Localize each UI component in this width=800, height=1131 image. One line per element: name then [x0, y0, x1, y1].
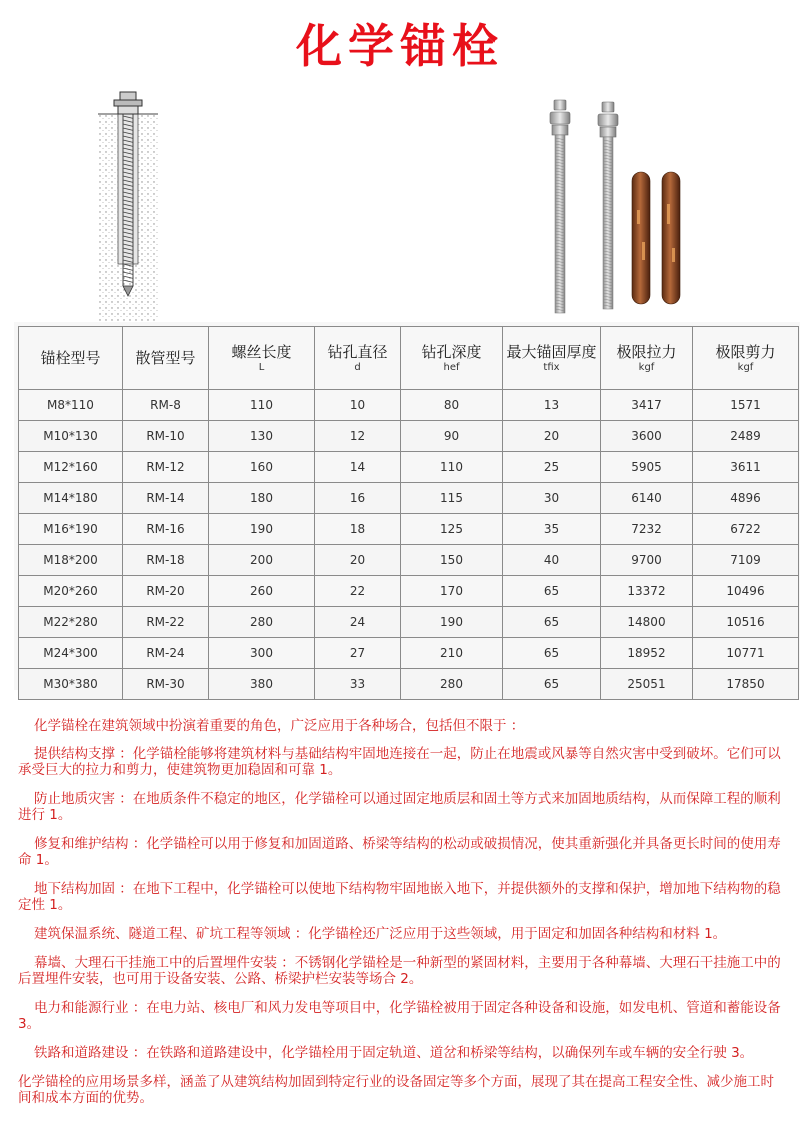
- table-row: [19, 545, 799, 576]
- table-cell: RM-14: [123, 483, 209, 514]
- table-cell: 35: [503, 514, 601, 545]
- table-row: [19, 638, 799, 669]
- table-row: [19, 483, 799, 514]
- table-cell: 10: [315, 390, 401, 421]
- table-cell: M10*130: [19, 421, 123, 452]
- table-cell: 13372: [601, 576, 693, 607]
- description: [18, 718, 786, 1119]
- table-row: [19, 669, 799, 700]
- table-cell: 3611: [693, 452, 799, 483]
- table-cell: 180: [209, 483, 315, 514]
- description-item: 铁路和道路建设 ：在铁路和道路建设中，化学锚栓用于固定轨道、道岔和桥梁等结构，以确保列车或车辆的安全行驶 3。: [34, 1045, 754, 1061]
- table-cell: 30: [503, 483, 601, 514]
- table-cell: 10496: [693, 576, 799, 607]
- table-cell: 110: [209, 390, 315, 421]
- description-item: 电力和能源行业 ：在电力站、核电厂和风力发电等项目中，化学锚栓被用于固定各种设备和设施，如发电机、管道和蓄能设备 3。: [18, 1000, 781, 1032]
- table-cell: 65: [503, 576, 601, 607]
- table-cell: 6140: [601, 483, 693, 514]
- description-outro: 化学锚栓的应用场景多样，涵盖了从建筑结构加固到特定行业的设备固定等多个方面，展现了其在提高工程安全性、减少施工时间和成本方面的优势。: [18, 1074, 774, 1106]
- table-cell: 3600: [601, 421, 693, 452]
- table-cell: 380: [209, 669, 315, 700]
- table-cell: 7109: [693, 545, 799, 576]
- table-cell: RM-24: [123, 638, 209, 669]
- table-cell: M24*300: [19, 638, 123, 669]
- table-row: [19, 421, 799, 452]
- table-cell: 80: [401, 390, 503, 421]
- table-cell: 18: [315, 514, 401, 545]
- table-cell: 12: [315, 421, 401, 452]
- table-cell: 200: [209, 545, 315, 576]
- table-cell: 24: [315, 607, 401, 638]
- header-screw-length: 螺丝长度 L: [209, 327, 315, 390]
- table-cell: 27: [315, 638, 401, 669]
- table-cell: RM-8: [123, 390, 209, 421]
- table-cell: 25051: [601, 669, 693, 700]
- table-row: [19, 390, 799, 421]
- table-cell: 280: [401, 669, 503, 700]
- table-cell: 280: [209, 607, 315, 638]
- table-cell: 6722: [693, 514, 799, 545]
- header-drill-diameter: 钻孔直径 d: [315, 327, 401, 390]
- description-item: 建筑保温系统、隧道工程、矿坑工程等领域 ：化学锚栓还广泛应用于这些领域，用于固定和加固各种结构和材料 1。: [34, 926, 727, 942]
- table-cell: RM-16: [123, 514, 209, 545]
- table-cell: 1571: [693, 390, 799, 421]
- table-cell: M12*160: [19, 452, 123, 483]
- table-cell: RM-12: [123, 452, 209, 483]
- table-cell: RM-18: [123, 545, 209, 576]
- table-cell: 65: [503, 607, 601, 638]
- table-cell: 170: [401, 576, 503, 607]
- description-item: 提供结构支撑 ：化学锚栓能够将建筑材料与基础结构牢固地连接在一起，防止在地震或风暴等自然灾害中受到破坏。它们可以承受巨大的拉力和剪力，使建筑物更加稳固和可靠 1。: [18, 746, 781, 778]
- table-cell: 65: [503, 638, 601, 669]
- table-cell: M20*260: [19, 576, 123, 607]
- table-cell: RM-22: [123, 607, 209, 638]
- table-row: [19, 576, 799, 607]
- table-cell: 20: [315, 545, 401, 576]
- anchor-section-illustration: [92, 90, 164, 322]
- table-cell: 65: [503, 669, 601, 700]
- table-cell: 10516: [693, 607, 799, 638]
- table-cell: 150: [401, 545, 503, 576]
- table-cell: RM-20: [123, 576, 209, 607]
- header-tensile: 极限拉力 kgf: [601, 327, 693, 390]
- table-cell: M30*380: [19, 669, 123, 700]
- table-cell: 10771: [693, 638, 799, 669]
- table-cell: 125: [401, 514, 503, 545]
- table-cell: M16*190: [19, 514, 123, 545]
- table-cell: 14800: [601, 607, 693, 638]
- header-tube-model: 散管型号: [123, 327, 209, 390]
- table-cell: 9700: [601, 545, 693, 576]
- table-cell: 13: [503, 390, 601, 421]
- table-cell: 18952: [601, 638, 693, 669]
- table-cell: RM-30: [123, 669, 209, 700]
- header-max-thickness: 最大锚固厚度 tfix: [503, 327, 601, 390]
- table-cell: 17850: [693, 669, 799, 700]
- table-row: [19, 514, 799, 545]
- table-cell: 90: [401, 421, 503, 452]
- table-cell: 33: [315, 669, 401, 700]
- table-cell: 20: [503, 421, 601, 452]
- table-cell: 40: [503, 545, 601, 576]
- table-cell: M8*110: [19, 390, 123, 421]
- table-cell: 130: [209, 421, 315, 452]
- table-cell: 110: [401, 452, 503, 483]
- header-shear: 极限剪力 kgf: [693, 327, 799, 390]
- table-cell: 5905: [601, 452, 693, 483]
- header-drill-depth: 钻孔深度 hef: [401, 327, 503, 390]
- table-cell: 16: [315, 483, 401, 514]
- table-cell: 7232: [601, 514, 693, 545]
- page-title: 化学锚栓: [296, 19, 504, 73]
- table-row: [19, 607, 799, 638]
- table-cell: 22: [315, 576, 401, 607]
- table-cell: 2489: [693, 421, 799, 452]
- table-cell: 160: [209, 452, 315, 483]
- table-cell: RM-10: [123, 421, 209, 452]
- table-cell: 190: [401, 607, 503, 638]
- table-cell: 300: [209, 638, 315, 669]
- description-item: 地下结构加固 ：在地下工程中，化学锚栓可以使地下结构物牢固地嵌入地下，并提供额外的支撑和保护，增加地下结构物的稳定性 1。: [18, 881, 781, 913]
- table-cell: 115: [401, 483, 503, 514]
- description-item: 幕墙、大理石干挂施工中的后置埋件安装 ：不锈钢化学锚栓是一种新型的紧固材料，主要用于各种幕墙、大理石干挂施工中的后置埋件安装，也可用于设备安装、公路、桥梁护栏安装等场合 2。: [18, 955, 781, 987]
- table-cell: 4896: [693, 483, 799, 514]
- description-intro: 化学锚栓在建筑领域中扮演着重要的角色，广泛应用于各种场合，包括但不限于 ：: [34, 718, 525, 734]
- table-cell: 210: [401, 638, 503, 669]
- table-cell: M22*280: [19, 607, 123, 638]
- table-cell: 260: [209, 576, 315, 607]
- table-row: [19, 452, 799, 483]
- table-cell: 25: [503, 452, 601, 483]
- header-anchor-model: 锚栓型号: [19, 327, 123, 390]
- description-item: 修复和维护结构 ：化学锚栓可以用于修复和加固道路、桥梁等结构的松动或破损情况，使其重新强化并具备更长时间的使用寿命 1。: [18, 836, 781, 868]
- spec-table: [18, 326, 799, 700]
- anchor-product-illustration: [536, 92, 696, 322]
- table-cell: 3417: [601, 390, 693, 421]
- table-header-row: [19, 327, 799, 390]
- table-cell: M18*200: [19, 545, 123, 576]
- table-cell: 190: [209, 514, 315, 545]
- table-cell: M14*180: [19, 483, 123, 514]
- description-item: 防止地质灾害 ：在地质条件不稳定的地区，化学锚栓可以通过固定地质层和固土等方式来加固地质结构，从而保障工程的顺利进行 1。: [18, 791, 781, 823]
- table-cell: 14: [315, 452, 401, 483]
